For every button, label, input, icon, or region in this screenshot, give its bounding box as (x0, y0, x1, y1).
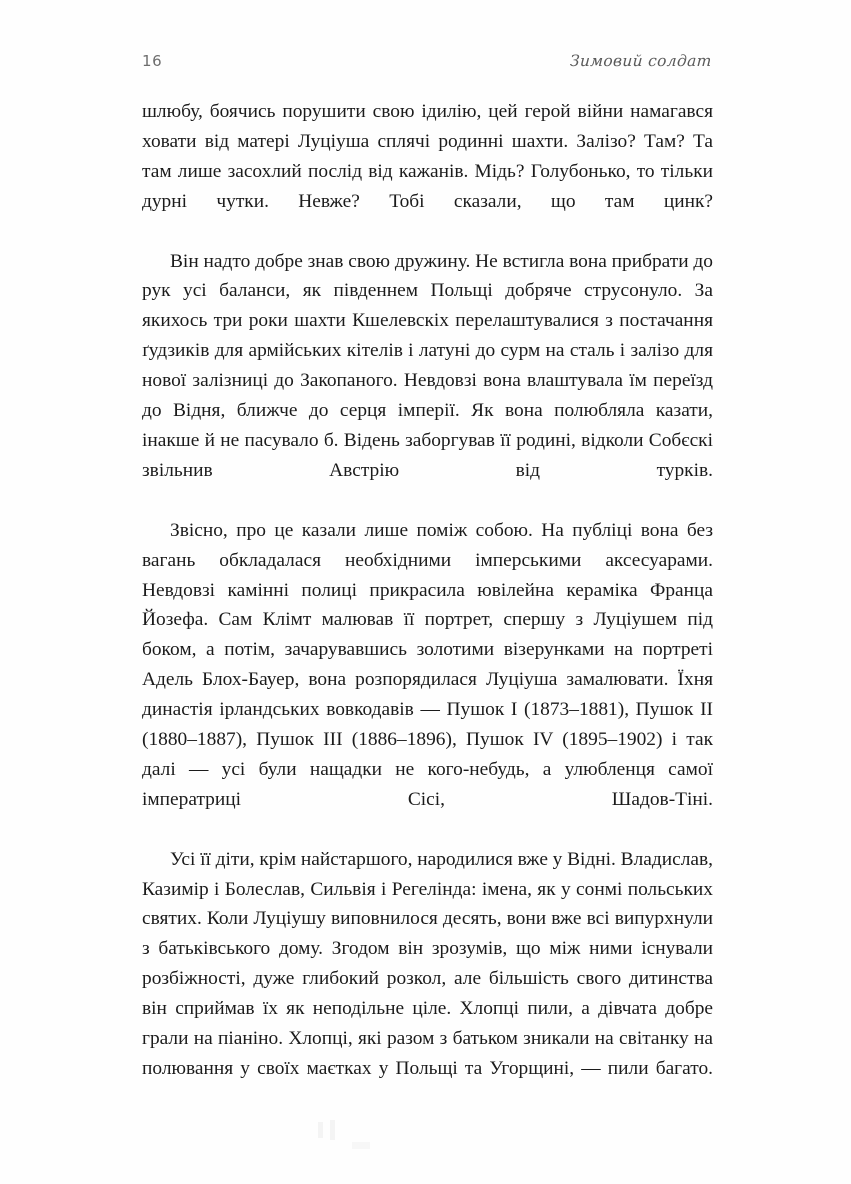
paragraph: Звісно, про це казали лише поміж собою. На публіці вона без вагань обкладалася необхідними імперськими аксесуарами. Невдовзі камінні полиці прикрасила ювілейна кераміка Франца Йозефа. Сам Клімт малював її портрет, спершу з Луціушем під боком, а потім, зачарувавшись золотими візерунками на портреті Адель Блох-Бауер, вона розпорядилася Луціуша замалювати. Їхня династія ірландських вовкодавів — Пушок I (1873–1881), Пушок II (1880–1887), Пушок III (1886–1896), Пушок IV (1895–1902) і так далі — усі були нащадки не кого-небудь, а улюбленця самої імператриці Сісі, Шадов-Тіні. (142, 519, 713, 810)
scan-artifact (352, 1142, 370, 1149)
scan-artifact (318, 1122, 323, 1138)
page-number: 16 (142, 52, 163, 70)
paragraph: шлюбу, боячись порушити свою ідилію, цей герой війни намагався ховати від матері Луціуша сплячі родинні шахти. Залізо? Там? Та там лише засохлий послід від кажанів. Мідь? Голубонько, то тільки дурні чутки. Невже? Тобі сказали, що там цинк? (142, 101, 713, 212)
book-title-running-head: Зимовий солдат (569, 52, 713, 70)
scan-artifact (330, 1120, 335, 1140)
body-text-block (142, 97, 713, 1114)
running-head (142, 54, 712, 80)
paragraph: Усі її діти, крім найстаршого, народилися вже у Відні. Владислав, Казимір і Болеслав, Сильвія і Регелінда: імена, як у сонмі польських святих. Коли Луціушу виповнилося десять, вони вже всі випурхнули з батьківського дому. Згодом він зрозумів, що між ними існували розбіжності, дуже глибокий розкол, але більшість свого дитинства він сприймав їх як неподільне ціле. Хлопці пили, а дівчата добре грали на піаніно. Хлопці, які разом з батьком зникали на світанку на полювання у своїх маєтках у Польщі та Угорщині, — пили багато. (142, 848, 713, 1079)
paragraph: Він надто добре знав свою дружину. Не встигла вона прибрати до рук усі баланси, як південнем Польщі добряче струсонуло. За якихось три роки шахти Кшелевскіх перелаштувалися з постачання ґудзиків для армійських кітелів і латуні до сурм на сталь і залізо для нової залізниці до Закопаного. Невдовзі вона влаштувала їм переїзд до Відня, ближче до серця імперії. Як вона полюбляла казати, інакше й не пасувало б. Відень заборгував її родині, відколи Собєскі звільнив Австрію від турків. (142, 250, 713, 481)
